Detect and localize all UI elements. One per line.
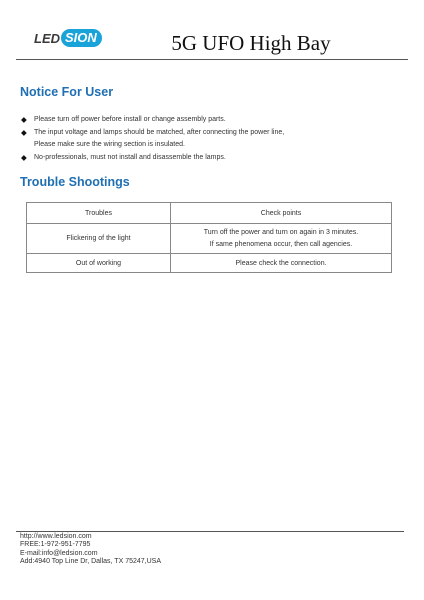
- troubleshooting-table: [26, 202, 392, 273]
- diamond-bullet-icon: ◆: [21, 152, 27, 162]
- table-row: [27, 254, 392, 273]
- check-point-line: Please check the connection.: [235, 259, 327, 267]
- document-title: 5G UFO High Bay: [171, 31, 331, 55]
- table-header-row: [27, 203, 392, 224]
- footer-email: E-mail:info@ledsion.com: [20, 549, 98, 557]
- header-divider: [16, 59, 408, 60]
- trouble-cell: Out of working: [27, 254, 171, 273]
- footer-divider: [16, 531, 404, 532]
- logo-text-sion: SION: [61, 29, 102, 47]
- footer-website: http://www.ledsion.com: [20, 533, 92, 540]
- notice-item-text: Please turn off power before install or change assembly parts.: [34, 116, 226, 123]
- check-point-line: Turn off the power and turn on again in 3 minutes.: [203, 228, 359, 236]
- check-point-line: If same phenomena occur, then call agencies.: [209, 240, 353, 248]
- notice-item-text: The input voltage and lamps should be matched, after connecting the power line, Please make sure the wiring section is insulated.: [34, 128, 285, 148]
- notice-item: [21, 114, 401, 127]
- logo-text-led: LED: [34, 30, 60, 46]
- footer-contact: [20, 533, 161, 566]
- footer-phone: FREE:1-972-951-7795: [20, 541, 91, 549]
- notice-list: [21, 114, 401, 164]
- diamond-bullet-icon: ◆: [21, 127, 27, 137]
- column-header-troubles: Troubles: [27, 203, 171, 224]
- notice-item: [21, 152, 401, 165]
- check-points-cell: [171, 224, 392, 254]
- company-logo: [34, 28, 102, 48]
- troubleshooting-heading: Trouble Shootings: [20, 175, 130, 189]
- notice-heading: Notice For User: [20, 85, 114, 99]
- check-points-cell: [171, 254, 392, 273]
- footer-address: Add:4940 Top Line Dr, Dallas, TX 75247,USA: [20, 557, 161, 565]
- table-row: [27, 224, 392, 254]
- column-header-check-points: Check points: [171, 203, 392, 224]
- trouble-cell: Flickering of the light: [27, 224, 171, 254]
- notice-item-text: No-professionals, must not install and disassemble the lamps.: [34, 153, 226, 161]
- notice-item: [21, 127, 401, 152]
- diamond-bullet-icon: ◆: [21, 115, 27, 124]
